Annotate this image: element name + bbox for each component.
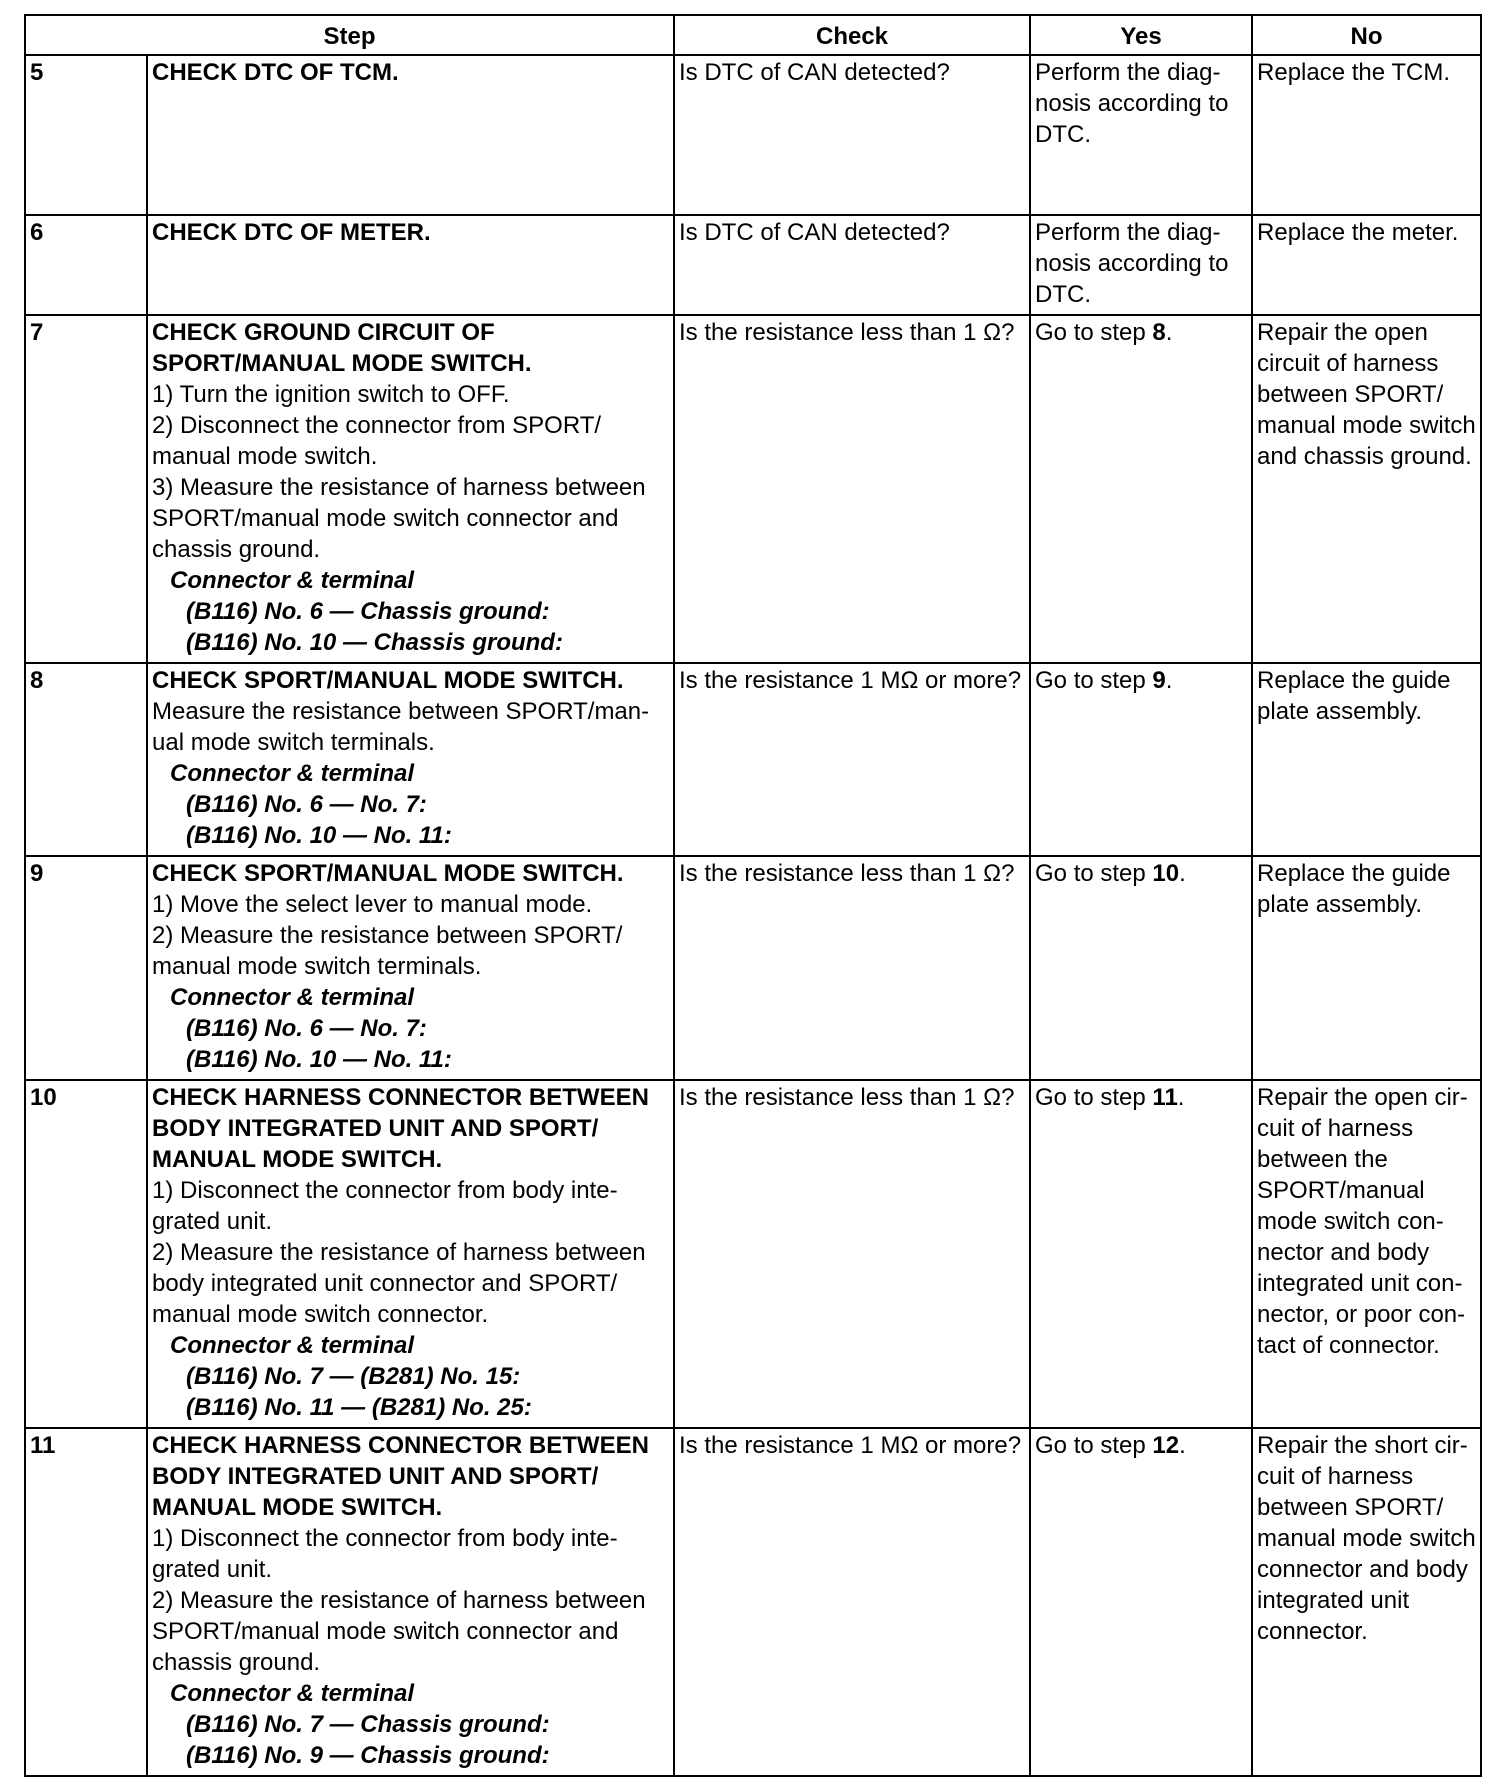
step-number: 6 bbox=[25, 215, 147, 315]
yes-cell bbox=[1030, 1428, 1252, 1776]
step-cell bbox=[147, 1428, 674, 1776]
step-number: 8 bbox=[25, 663, 147, 856]
yes-suffix: . bbox=[1177, 1084, 1185, 1111]
step-cell bbox=[147, 215, 674, 315]
step-cell bbox=[147, 1080, 674, 1428]
yes-suffix: . bbox=[1165, 319, 1173, 346]
yes-cell bbox=[1030, 856, 1252, 1080]
step-cell bbox=[147, 856, 674, 1080]
step-instruction: Measure the resistance between SPORT/manual mode switch terminals. bbox=[152, 698, 650, 756]
connector-item: (B116) No. 11 — (B281) No. 25: bbox=[186, 1394, 532, 1421]
connector-label: Connector & terminal bbox=[170, 760, 415, 787]
table-row bbox=[25, 856, 1481, 1080]
connector-item: (B116) No. 6 — No. 7: bbox=[186, 791, 427, 818]
header-step: Step bbox=[25, 15, 674, 55]
step-number: 11 bbox=[25, 1428, 147, 1776]
header-no: No bbox=[1252, 15, 1481, 55]
connector-label: Connector & terminal bbox=[170, 1332, 415, 1359]
yes-prefix: Go to step bbox=[1035, 1084, 1153, 1111]
step-instruction: 1) Turn the ignition switch to OFF. bbox=[152, 381, 510, 408]
step-instruction: 2) Measure the resistance between SPORT/ manual mode switch terminals. bbox=[152, 922, 623, 980]
yes-suffix: . bbox=[1179, 1432, 1186, 1459]
check-cell: Is the resistance 1 MΩ or more? bbox=[674, 1428, 1030, 1776]
table-row bbox=[25, 55, 1481, 215]
yes-prefix: Go to step bbox=[1035, 667, 1153, 694]
table-row bbox=[25, 1080, 1481, 1428]
step-title: CHECK DTC OF TCM. bbox=[152, 59, 399, 86]
step-instruction: 2) Measure the resistance of harness between body integrated unit connector and SPORT/ manual mode switch connector. bbox=[152, 1239, 646, 1328]
table-row bbox=[25, 215, 1481, 315]
connector-label: Connector & terminal bbox=[170, 1680, 415, 1707]
connector-item: (B116) No. 6 — Chassis ground: bbox=[186, 598, 550, 625]
header-row bbox=[25, 15, 1481, 55]
check-cell: Is the resistance less than 1 Ω? bbox=[674, 856, 1030, 1080]
step-instruction: 2) Disconnect the connector from SPORT/ manual mode switch. bbox=[152, 412, 602, 470]
yes-cell bbox=[1030, 663, 1252, 856]
document-page bbox=[24, 14, 1480, 1777]
step-instruction: 1) Move the select lever to manual mode. bbox=[152, 891, 593, 918]
connector-item: (B116) No. 7 — (B281) No. 15: bbox=[186, 1363, 521, 1390]
diagnosis-table bbox=[24, 14, 1482, 1777]
connector-item: (B116) No. 10 — No. 11: bbox=[186, 1046, 452, 1073]
yes-cell bbox=[1030, 315, 1252, 663]
step-number: 5 bbox=[25, 55, 147, 215]
connector-item: (B116) No. 9 — Chassis ground: bbox=[186, 1742, 550, 1769]
yes-step-number: 12 bbox=[1152, 1432, 1180, 1459]
step-instruction: 3) Measure the resistance of harness between SPORT/manual mode switch connector and chassis ground. bbox=[152, 474, 646, 563]
connector-label: Connector & terminal bbox=[170, 567, 415, 594]
connector-item: (B116) No. 10 — Chassis ground: bbox=[186, 629, 563, 656]
yes-cell: Perform the diagnosis according to DTC. bbox=[1030, 215, 1252, 315]
no-cell: Replace the TCM. bbox=[1252, 55, 1481, 215]
yes-suffix: . bbox=[1165, 667, 1173, 694]
yes-prefix: Go to step bbox=[1035, 319, 1153, 346]
yes-cell: Perform the diagnosis according to DTC. bbox=[1030, 55, 1252, 215]
table-row bbox=[25, 1428, 1481, 1776]
no-cell: Repair the open circuit of harness between SPORT/ manual mode switch and chassis ground. bbox=[1252, 315, 1481, 663]
yes-prefix: Go to step bbox=[1035, 860, 1153, 887]
step-title: CHECK SPORT/MANUAL MODE SWITCH. bbox=[152, 860, 624, 887]
step-number: 10 bbox=[25, 1080, 147, 1428]
step-title: CHECK HARNESS CONNECTOR BETWEEN BODY INTEGRATED UNIT AND SPORT/ MANUAL MODE SWITCH. bbox=[152, 1432, 649, 1521]
no-cell: Replace the guide plate assembly. bbox=[1252, 663, 1481, 856]
step-title: CHECK SPORT/MANUAL MODE SWITCH. bbox=[152, 667, 624, 694]
no-cell: Replace the guide plate assembly. bbox=[1252, 856, 1481, 1080]
table-body bbox=[25, 55, 1481, 1776]
table-row bbox=[25, 315, 1481, 663]
yes-step-number: 8 bbox=[1152, 319, 1166, 346]
yes-step-number: 11 bbox=[1152, 1084, 1178, 1111]
step-number: 7 bbox=[25, 315, 147, 663]
step-cell bbox=[147, 55, 674, 215]
yes-prefix: Go to step bbox=[1035, 1432, 1153, 1459]
table-row bbox=[25, 663, 1481, 856]
connector-item: (B116) No. 7 — Chassis ground: bbox=[186, 1711, 550, 1738]
step-title: CHECK HARNESS CONNECTOR BETWEEN BODY INTEGRATED UNIT AND SPORT/ MANUAL MODE SWITCH. bbox=[152, 1084, 649, 1173]
step-number: 9 bbox=[25, 856, 147, 1080]
check-cell: Is DTC of CAN detected? bbox=[674, 215, 1030, 315]
step-cell bbox=[147, 663, 674, 856]
step-cell bbox=[147, 315, 674, 663]
step-instruction: 1) Disconnect the connector from body integrated unit. bbox=[152, 1525, 618, 1583]
step-instruction: 2) Measure the resistance of harness between SPORT/manual mode switch connector and chassis ground. bbox=[152, 1587, 646, 1676]
connector-label: Connector & terminal bbox=[170, 984, 415, 1011]
check-cell: Is the resistance less than 1 Ω? bbox=[674, 1080, 1030, 1428]
step-instruction: 1) Disconnect the connector from body integrated unit. bbox=[152, 1177, 618, 1235]
no-cell: Repair the open circuit of harness between the SPORT/manual mode switch connector and body integrated unit connector, or poor contact of connector. bbox=[1252, 1080, 1481, 1428]
header-check: Check bbox=[674, 15, 1030, 55]
no-cell: Repair the short circuit of harness between SPORT/ manual mode switch connector and body integrated unit connector. bbox=[1252, 1428, 1481, 1776]
connector-item: (B116) No. 6 — No. 7: bbox=[186, 1015, 427, 1042]
yes-suffix: . bbox=[1179, 860, 1186, 887]
yes-step-number: 9 bbox=[1152, 667, 1166, 694]
yes-step-number: 10 bbox=[1152, 860, 1180, 887]
header-yes: Yes bbox=[1030, 15, 1252, 55]
check-cell: Is the resistance 1 MΩ or more? bbox=[674, 663, 1030, 856]
check-cell: Is the resistance less than 1 Ω? bbox=[674, 315, 1030, 663]
no-cell: Replace the meter. bbox=[1252, 215, 1481, 315]
step-title: CHECK DTC OF METER. bbox=[152, 219, 431, 246]
connector-item: (B116) No. 10 — No. 11: bbox=[186, 822, 452, 849]
check-cell: Is DTC of CAN detected? bbox=[674, 55, 1030, 215]
yes-cell bbox=[1030, 1080, 1252, 1428]
step-title: CHECK GROUND CIRCUIT OF SPORT/MANUAL MODE SWITCH. bbox=[152, 319, 532, 377]
